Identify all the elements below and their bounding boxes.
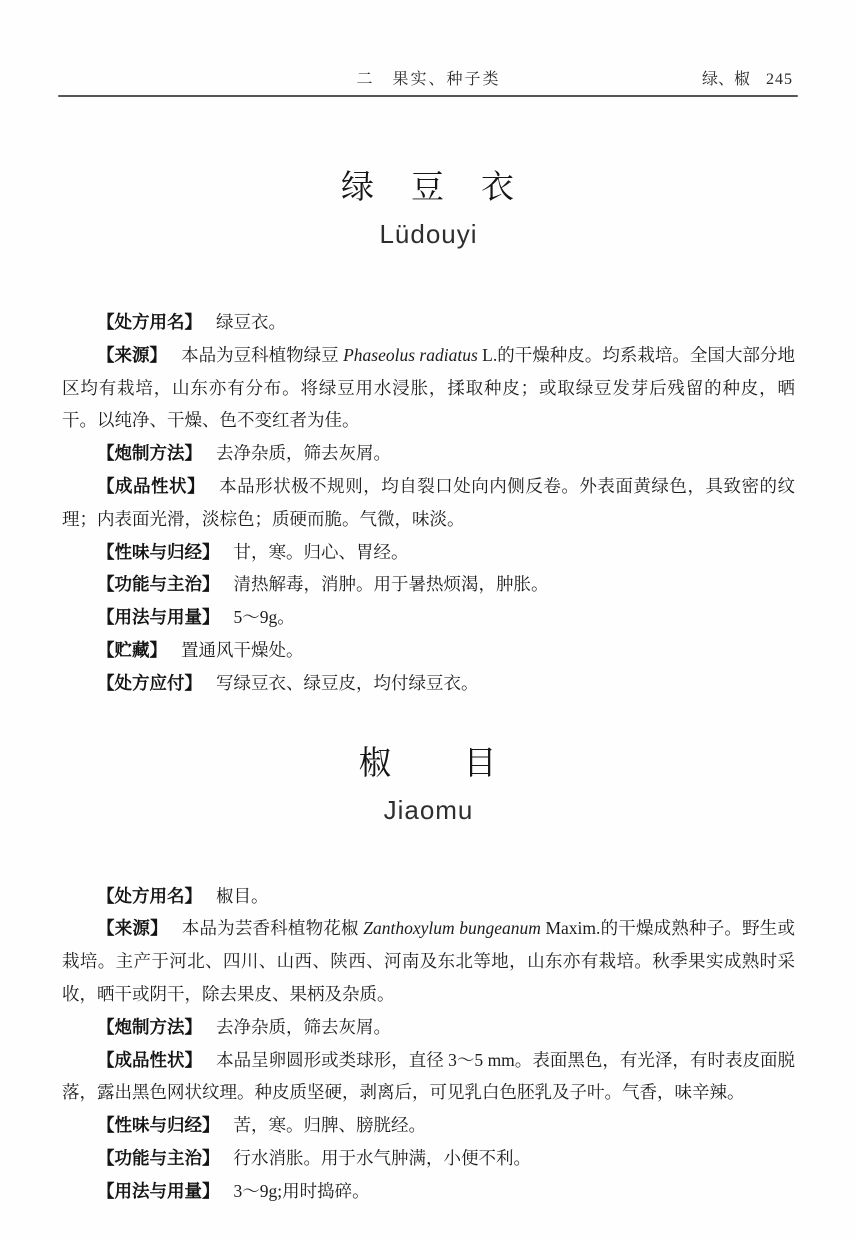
section-gongnengyuzhuzhi — [62, 568, 795, 601]
entry-pinyin-ludouyi: Lüdouyi — [379, 219, 478, 249]
section-text: 写绿豆衣、绿豆皮，均付绿豆衣。 — [216, 672, 479, 693]
section-label: 【成品性状】 — [97, 475, 206, 496]
section-label: 【性味与归经】 — [97, 1115, 220, 1136]
section-label: 【用法与用量】 — [97, 1180, 220, 1201]
section-chufangyongming — [62, 306, 795, 339]
latin-botanical-name: Phaseolus radiatus — [343, 344, 478, 365]
section-laiyuan — [62, 912, 795, 1010]
section-gongnengyuzhuzhi — [62, 1142, 795, 1175]
entry-sections-jiaomu — [62, 880, 795, 1208]
section-laiyuan — [62, 339, 795, 437]
section-label: 【用法与用量】 — [97, 607, 220, 628]
section-text: 绿豆衣。 — [216, 312, 286, 332]
section-chengpinxingzhuang — [62, 1044, 795, 1110]
section-chengpinxingzhuang — [62, 470, 795, 536]
section-label: 【贮藏】 — [97, 639, 167, 660]
page-number: 245 — [766, 71, 793, 88]
section-text: 本品形状极不规则，均自裂口处向内侧反卷。外表面黄绿色，具致密的纹理；内表面光滑，淡棕色；质硬而脆。气微，味淡。 — [62, 475, 796, 529]
section-paozhifangfa — [62, 437, 795, 470]
section-label: 【功能与主治】 — [97, 574, 220, 595]
section-label: 【炮制方法】 — [97, 443, 202, 464]
section-label: 【来源】 — [97, 918, 168, 939]
section-xingweiyuguijing — [62, 536, 795, 569]
section-chufangyingfu — [62, 667, 795, 700]
entry-pinyin-jiaomu: Jiaomu — [383, 794, 474, 825]
section-text: 甘，寒。归心、胃经。 — [233, 541, 409, 562]
section-zhucang — [62, 634, 795, 667]
latin-botanical-name: Zanthoxylum bungeanum — [363, 918, 541, 939]
section-label: 【炮制方法】 — [97, 1016, 202, 1037]
section-text: 本品呈卵圆形或类球形，直径 3～5 mm。表面黑色，有光泽，有时表皮面脱落，露出黑色网状纹理。种皮质坚硬，剥离后，可见乳白色胚乳及子叶。气香，味辛辣。 — [62, 1049, 796, 1103]
section-label: 【成品性状】 — [97, 1049, 203, 1070]
section-yongfayuyongliang — [62, 1175, 795, 1208]
section-text: L.的干燥种皮。均系栽培。全国大部分地区均有栽培，山东亦有分布。将绿豆用水浸胀，揉取种皮；或取绿豆发芽后残留的种皮，晒干。以纯净、干燥、色不变红者为佳。 — [62, 344, 795, 431]
section-text: 置通风干燥处。 — [181, 639, 304, 660]
header-entry-names-text: 绿、椒 — [701, 71, 750, 88]
section-chufangyongming — [62, 880, 795, 913]
section-yongfayuyongliang — [62, 601, 795, 634]
header-chapter-title: 二 果实、种子类 — [356, 71, 501, 88]
entry-sections-ludouyi — [62, 306, 795, 700]
section-text: 行水消胀。用于水气肿满，小便不利。 — [233, 1147, 531, 1168]
section-label: 【来源】 — [97, 344, 168, 365]
section-text: 去净杂质，筛去灰屑。 — [216, 1016, 391, 1037]
section-text: 椒目。 — [216, 885, 269, 906]
entry-title-ludouyi: 绿 豆 衣 — [341, 170, 516, 206]
section-text: 苦，寒。归脾、膀胱经。 — [233, 1115, 426, 1136]
section-text: 本品为芸香科植物花椒 — [181, 918, 364, 939]
section-label: 【处方用名】 — [97, 885, 202, 906]
section-label: 【处方用名】 — [97, 312, 202, 332]
section-text: 5～9g。 — [233, 607, 295, 628]
section-xingweiyuguijing — [62, 1109, 795, 1142]
section-label: 【功能与主治】 — [97, 1147, 220, 1168]
section-label: 【处方应付】 — [97, 672, 202, 693]
section-text: 本品为豆科植物绿豆 — [181, 344, 344, 365]
section-text: 清热解毒，消肿。用于暑热烦渴，肿胀。 — [233, 574, 549, 595]
section-text: 3～9g;用时捣碎。 — [233, 1180, 370, 1201]
section-label: 【性味与归经】 — [97, 541, 220, 562]
section-text: 去净杂质，筛去灰屑。 — [216, 443, 391, 464]
page-content — [62, 0, 795, 1208]
section-text: Maxim.的干燥成熟种子。野生或栽培。主产于河北、四川、山西、陕西、河南及东北等地，山东亦有栽培。秋季果实成熟时采收，晒干或阴干，除去果皮、果柄及杂质。 — [62, 918, 796, 1004]
entry-title-jiaomu: 椒 目 — [358, 745, 499, 782]
section-paozhifangfa — [62, 1011, 795, 1044]
